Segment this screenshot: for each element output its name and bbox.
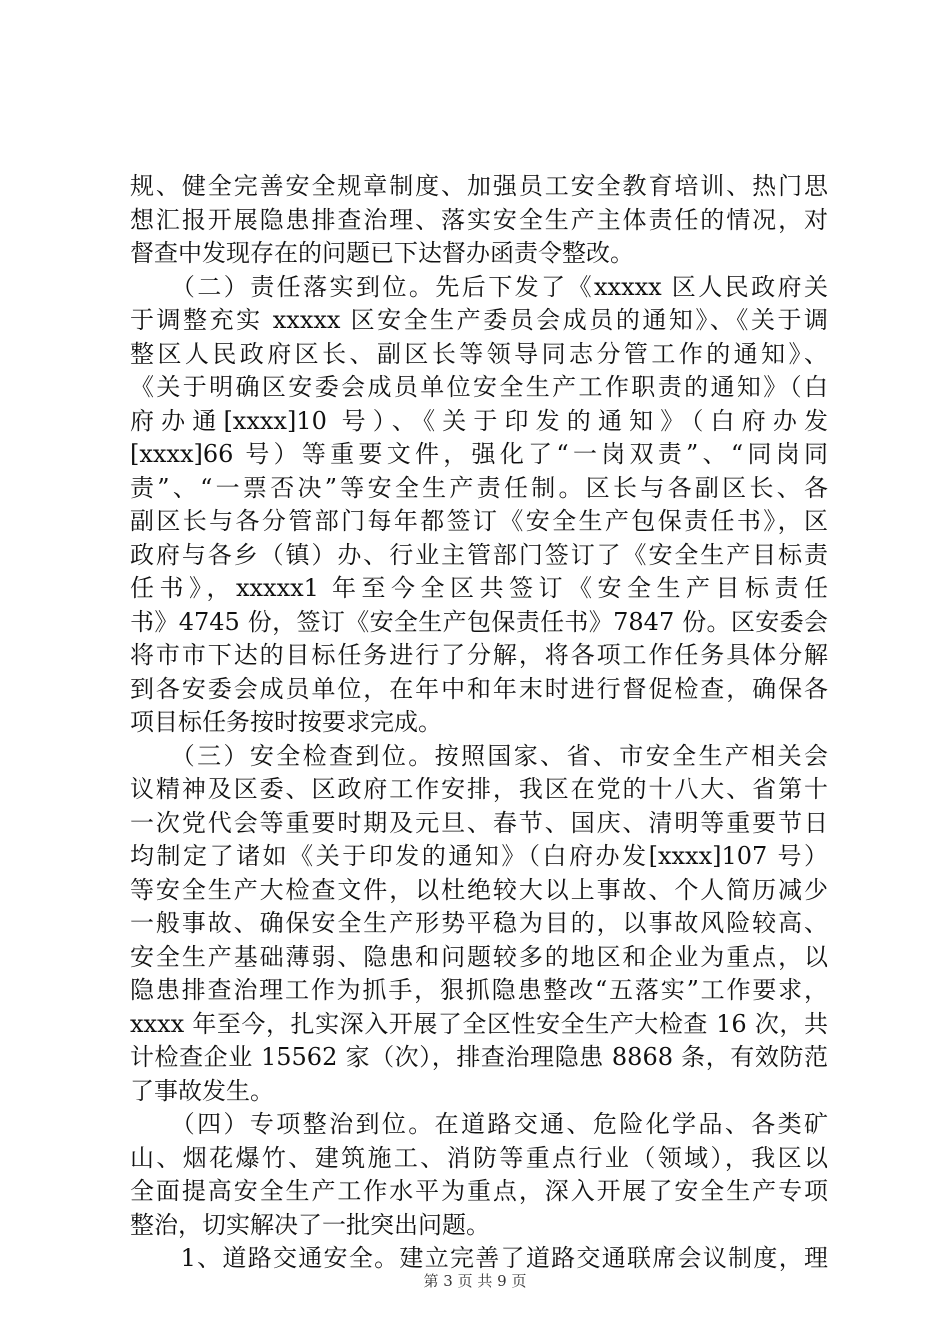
text-line: [xxxx]66 号）等重要文件，强化了“一岗双责”、“同岗同 bbox=[130, 440, 828, 468]
text-line: 书》4745 份，签订《安全生产包保责任书》7847 份。区安委会 bbox=[130, 607, 828, 636]
text-line: 整治，切实解决了一批突出问题。 bbox=[130, 1210, 490, 1239]
text-line: 于调整充实 xxxxx 区安全生产委员会成员的通知》、《关于调 bbox=[130, 306, 828, 334]
text-line: 山、烟花爆竹、建筑施工、消防等重点行业（领域），我区以 bbox=[130, 1143, 828, 1172]
text-line: 等安全生产大检查文件，以杜绝较大以上事故、个人简历减少 bbox=[130, 875, 828, 904]
text-line: 府办通[xxxx]10 号）、《关于印发的通知》（白府办发 bbox=[130, 406, 828, 435]
text-line: 了事故发生。 bbox=[130, 1076, 274, 1105]
text-line: xxxx 年至今，扎实深入开展了全区性安全生产大检查 16 次，共 bbox=[130, 1009, 828, 1038]
text-line: 均制定了诸如《关于印发的通知》（白府办发[xxxx]107 号） bbox=[130, 842, 828, 870]
text-line: 项目标任务按时按要求完成。 bbox=[130, 708, 442, 736]
text-line: （四）专项整治到位。在道路交通、危险化学品、各类矿 bbox=[130, 1110, 828, 1138]
text-line: 整区人民政府区长、副区长等领导同志分管工作的通知》、 bbox=[130, 339, 828, 368]
text-line: 将市市下达的目标任务进行了分解，将各项工作任务具体分解 bbox=[130, 641, 828, 669]
text-line: 到各安委会成员单位，在年中和年末时进行督促检查，确保各 bbox=[130, 674, 828, 703]
text-line: （三）安全检查到位。按照国家、省、市安全生产相关会 bbox=[130, 741, 828, 770]
page-footer bbox=[0, 1270, 950, 1291]
text-line: 想汇报开展隐患排查治理、落实安全生产主体责任的情况，对 bbox=[130, 205, 828, 234]
page-number: 第 3 页 共 9 页 bbox=[423, 1272, 527, 1290]
text-line: 一般事故、确保安全生产形势平稳为目的，以事故风险较高、 bbox=[130, 909, 828, 937]
text-line: （二）责任落实到位。先后下发了《xxxxx 区人民政府关 bbox=[130, 272, 828, 301]
text-line: 计检查企业 15562 家（次），排查治理隐患 8868 条，有效防范 bbox=[130, 1043, 828, 1071]
text-line: 任书》，xxxxx1 年至今全区共签订《安全生产目标责任 bbox=[130, 574, 828, 602]
text-line: 隐患排查治理工作为抓手，狠抓隐患整改“五落实”工作要求， bbox=[130, 976, 828, 1004]
text-line: 全面提高安全生产工作水平为重点，深入开展了安全生产专项 bbox=[130, 1177, 828, 1205]
text-line: 《关于明确区安委会成员单位安全生产工作职责的通知》（白 bbox=[130, 373, 828, 401]
text-line: 一次党代会等重要时期及元旦、春节、国庆、清明等重要节日 bbox=[130, 808, 828, 837]
text-line: 政府与各乡（镇）办、行业主管部门签订了《安全生产目标责 bbox=[130, 540, 828, 569]
text-line: 副区长与各分管部门每年都签订《安全生产包保责任书》，区 bbox=[130, 507, 828, 535]
text-line: 督查中发现存在的问题已下达督办函责令整改。 bbox=[130, 239, 634, 267]
text-line: 责”、“一票否决”等安全生产责任制。区长与各副区长、各 bbox=[130, 473, 828, 502]
text-line: 议精神及区委、区政府工作安排，我区在党的十八大、省第十 bbox=[130, 775, 828, 803]
text-line: 1、道路交通安全。建立完善了道路交通联席会议制度，理 bbox=[130, 1244, 828, 1272]
document-body bbox=[130, 170, 828, 1276]
text-line: 规、健全完善安全规章制度、加强员工安全教育培训、热门思 bbox=[130, 172, 828, 200]
text-line: 安全生产基础薄弱、隐患和问题较多的地区和企业为重点，以 bbox=[130, 942, 828, 971]
